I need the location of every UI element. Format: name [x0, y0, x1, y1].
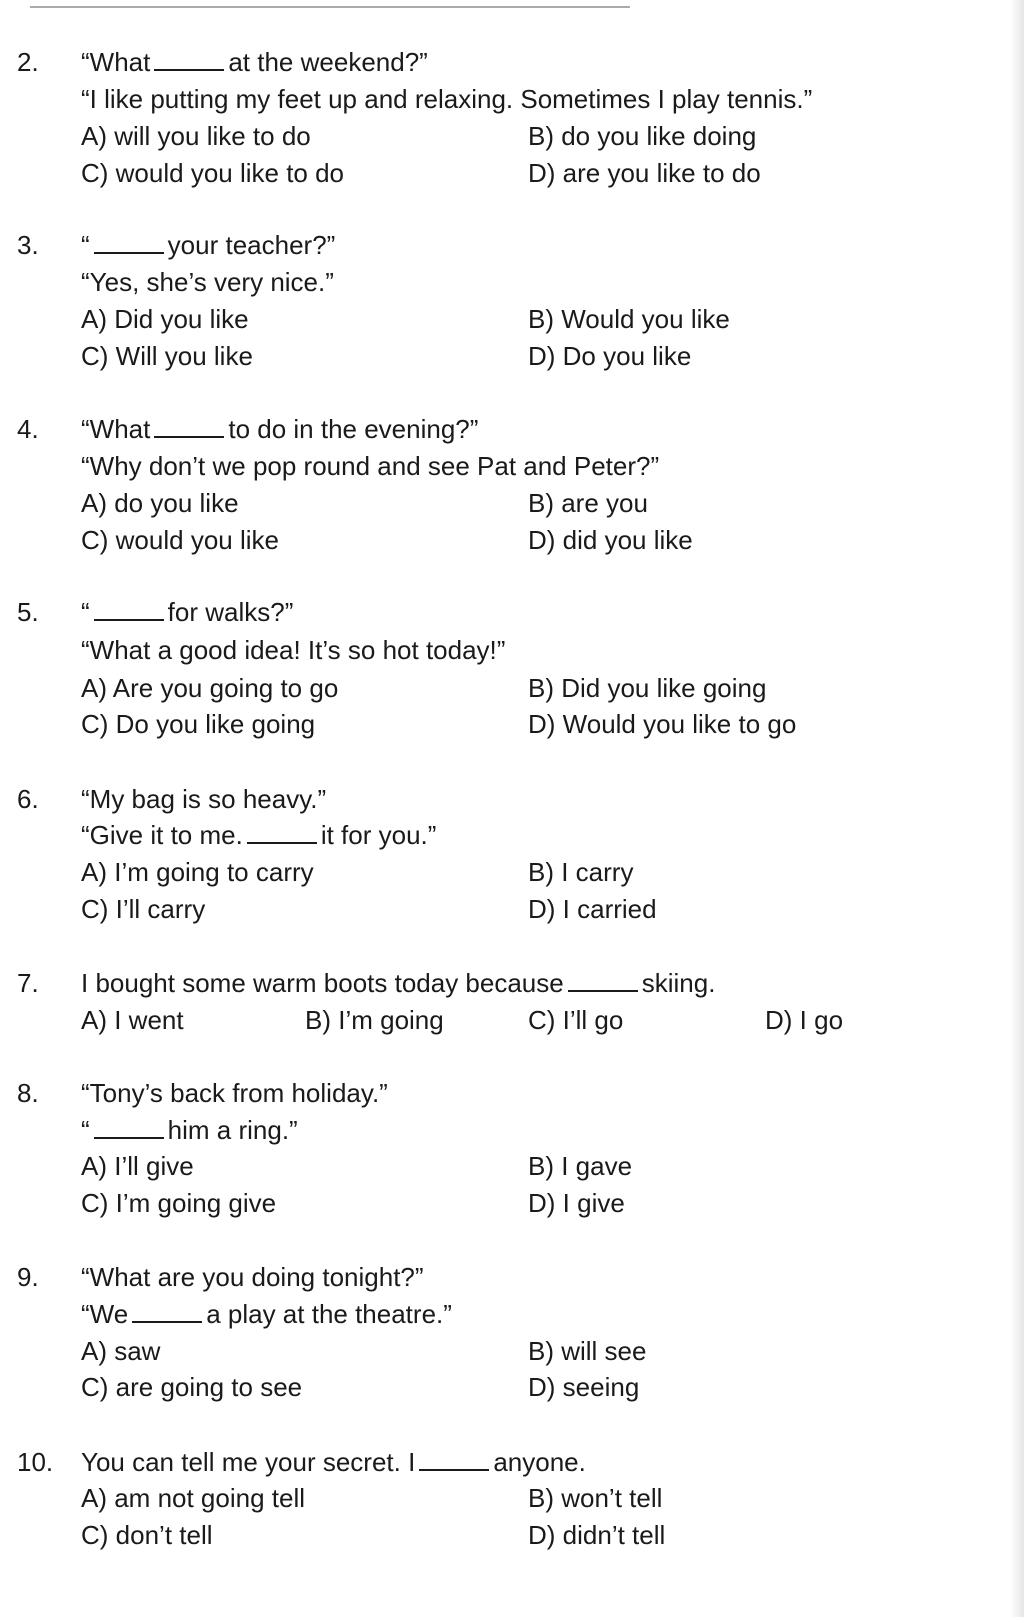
- response-text-after: a play at the theatre.”: [206, 1299, 452, 1329]
- top-rule: [30, 0, 630, 8]
- option-c[interactable]: C) don’t tell: [81, 1520, 213, 1550]
- option-b[interactable]: B) I’m going: [305, 1005, 444, 1035]
- question-prompt: [81, 47, 428, 79]
- response-text-after: it for you.”: [320, 820, 437, 850]
- prompt-text-before: “: [81, 597, 90, 627]
- option-d[interactable]: D) I go: [765, 1005, 844, 1035]
- question-number: 8.: [17, 1078, 39, 1108]
- option-d[interactable]: D) I carried: [528, 894, 657, 924]
- option-c[interactable]: C) are going to see: [81, 1372, 303, 1402]
- prompt-text-before: “: [81, 230, 90, 260]
- answer-blank: [132, 1299, 202, 1323]
- option-b[interactable]: B) won’t tell: [528, 1483, 663, 1513]
- option-a[interactable]: A) Did you like: [81, 304, 249, 334]
- question-response: [81, 820, 436, 852]
- option-b[interactable]: B) I carry: [528, 857, 634, 887]
- option-d[interactable]: D) did you like: [528, 525, 693, 555]
- option-b[interactable]: B) I gave: [528, 1151, 633, 1181]
- option-c[interactable]: C) would you like to do: [81, 158, 345, 188]
- response-text-before: “We: [81, 1299, 129, 1329]
- question-number: 3.: [17, 230, 39, 260]
- answer-blank: [94, 230, 164, 254]
- prompt-text-before: You can tell me your secret. I: [81, 1447, 416, 1477]
- option-a[interactable]: A) Are you going to go: [81, 673, 339, 703]
- prompt-text-before: “What: [81, 47, 151, 77]
- option-d[interactable]: D) didn’t tell: [528, 1520, 666, 1550]
- answer-blank: [568, 968, 638, 992]
- question-number: 5.: [17, 597, 39, 627]
- option-c[interactable]: C) Do you like going: [81, 709, 316, 739]
- option-c[interactable]: C) I’ll carry: [81, 894, 206, 924]
- prompt-text-after: skiing.: [641, 968, 716, 998]
- question-prompt: “My bag is so heavy.”: [81, 784, 327, 814]
- question-prompt: “What are you doing tonight?”: [81, 1262, 424, 1292]
- question-prompt: [81, 1447, 586, 1479]
- question-number: 7.: [17, 968, 39, 998]
- response-text-before: “: [81, 1115, 90, 1145]
- option-d[interactable]: D) Do you like: [528, 341, 692, 371]
- option-a[interactable]: A) do you like: [81, 488, 239, 518]
- answer-blank: [247, 820, 317, 844]
- prompt-text-after: your teacher?”: [167, 230, 336, 260]
- question-response: “Why don’t we pop round and see Pat and Peter?”: [81, 451, 660, 481]
- question-response: “I like putting my feet up and relaxing. Sometimes I play tennis.”: [81, 84, 813, 114]
- option-b[interactable]: B) are you: [528, 488, 648, 518]
- prompt-text-after: at the weekend?”: [228, 47, 428, 77]
- option-a[interactable]: A) I’m going to carry: [81, 857, 314, 887]
- question-response: [81, 1299, 452, 1331]
- answer-blank: [154, 414, 224, 438]
- option-a[interactable]: A) will you like to do: [81, 121, 311, 151]
- question-prompt: [81, 968, 715, 1000]
- prompt-text-before: I bought some warm boots today because: [81, 968, 564, 998]
- question-prompt: [81, 597, 293, 629]
- option-d[interactable]: D) Would you like to go: [528, 709, 797, 739]
- answer-blank: [154, 47, 224, 71]
- option-a[interactable]: A) I’ll give: [81, 1151, 194, 1181]
- option-b[interactable]: B) will see: [528, 1336, 647, 1366]
- prompt-text-before: “What: [81, 414, 151, 444]
- question-number: 10.: [17, 1447, 54, 1477]
- question-response: “Yes, she’s very nice.”: [81, 267, 334, 297]
- option-b[interactable]: B) Did you like going: [528, 673, 767, 703]
- question-number: 2.: [17, 47, 39, 77]
- answer-blank: [419, 1447, 489, 1471]
- question-number: 9.: [17, 1262, 39, 1292]
- question-number: 6.: [17, 784, 39, 814]
- response-text-after: him a ring.”: [167, 1115, 298, 1145]
- answer-blank: [94, 1115, 164, 1139]
- option-d[interactable]: D) seeing: [528, 1372, 640, 1402]
- prompt-text-after: to do in the evening?”: [228, 414, 479, 444]
- prompt-text-after: anyone.: [493, 1447, 586, 1477]
- option-c[interactable]: C) would you like: [81, 525, 279, 555]
- question-prompt: [81, 230, 335, 262]
- option-b[interactable]: B) do you like doing: [528, 121, 757, 151]
- option-d[interactable]: D) I give: [528, 1188, 625, 1218]
- option-b[interactable]: B) Would you like: [528, 304, 730, 334]
- question-prompt: [81, 414, 478, 446]
- option-d[interactable]: D) are you like to do: [528, 158, 761, 188]
- question-number: 4.: [17, 414, 39, 444]
- prompt-text-after: for walks?”: [167, 597, 294, 627]
- page-edge-shadow: [1010, 0, 1024, 1617]
- question-response: [81, 1115, 298, 1147]
- option-c[interactable]: C) I’m going give: [81, 1188, 277, 1218]
- option-c[interactable]: C) I’ll go: [528, 1005, 624, 1035]
- option-a[interactable]: A) am not going tell: [81, 1483, 306, 1513]
- option-a[interactable]: A) I went: [81, 1005, 184, 1035]
- option-a[interactable]: A) saw: [81, 1336, 161, 1366]
- answer-blank: [94, 597, 164, 621]
- question-response: “What a good idea! It’s so hot today!”: [81, 635, 506, 665]
- response-text-before: “Give it to me.: [81, 820, 243, 850]
- option-c[interactable]: C) Will you like: [81, 341, 253, 371]
- question-prompt: “Tony’s back from holiday.”: [81, 1078, 388, 1108]
